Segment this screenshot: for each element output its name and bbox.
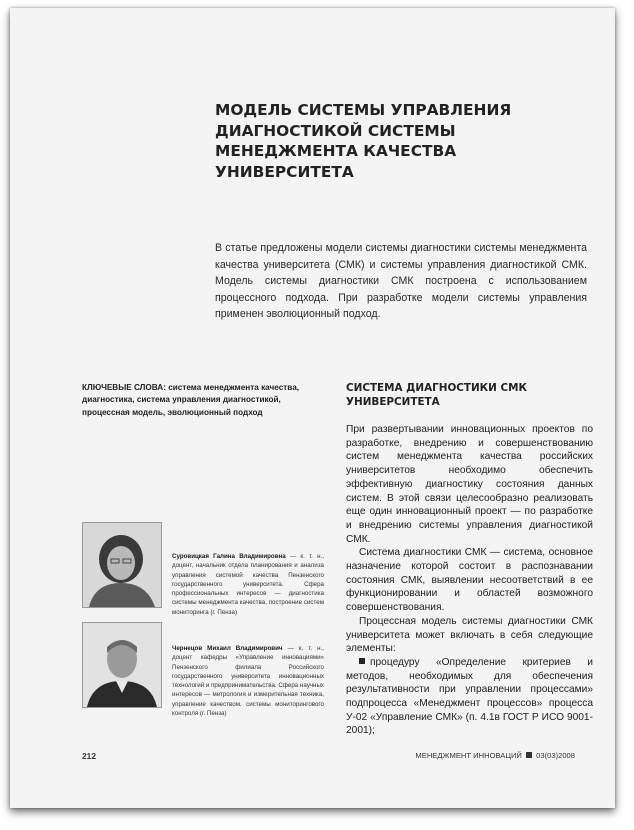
body-paragraph-2: Система диагностики СМК — система, основное назначение которой состоит в распознавании состояния СМК, выявлении несоответствий в ее функционировании и областей возможного совершенствования.	[346, 547, 593, 614]
journal-issue: 03(03)2008	[536, 751, 575, 760]
article-abstract: В статье предложены модели системы диагностики системы менеджмента качества университета (СМК) и системы управления диагностикой СМК. Модель системы диагностики СМК построена с использованием процессного подхода. При разработке модели системы управления применен эволюционный подход.	[215, 242, 587, 321]
author-desc-1: — к. т. н., доцент, начальник отдела планирования и анализа управления системой качества Пензенского государственного университета. Сфера профессиональных интересов — диагностика системы менеджмента качества, построение систем мониторинга (г. Пенза)	[172, 553, 324, 616]
article-title: МОДЕЛЬ СИСТЕМЫ УПРАВЛЕНИЯ ДИАГНОСТИКОЙ СИСТЕМЫ МЕНЕДЖМЕНТА КАЧЕСТВА УНИВЕРСИТЕТА	[215, 101, 512, 181]
author-name-1: Суровицкая Галина Владимировна	[172, 553, 286, 560]
author-photo-1	[82, 522, 162, 608]
author-bio-2	[172, 644, 324, 718]
author-desc-2: — к. т. н., доцент кафедры «Управление инновациями» Пензенского филиала Российского государственного университета инновационных технологий и предпринимательства. Сфера научных интересов — метрология и измерительная техника, управление качеством, системы мониторингового контроля (г. Пенза)	[172, 645, 324, 718]
body-paragraph-1: При развертывании инновационных проектов по разработке, внедрению и совершенствованию систем менеджмента качества российских университетов необходимо обеспечить эффективную диагностику состояния данных систем. В этой связи целесообразно реализовать еще один инновационный проект — по разработке и внедрению системы управления диагностикой СМК.	[346, 424, 593, 545]
journal-page	[10, 8, 615, 808]
square-bullet-icon	[359, 658, 365, 664]
page-number: 212	[82, 751, 96, 761]
section-title: СИСТЕМА ДИАГНОСТИКИ СМК УНИВЕРСИТЕТА	[346, 382, 527, 408]
section-body	[346, 423, 593, 738]
keywords: КЛЮЧЕВЫЕ СЛОВА: система менеджмента качества, диагностика, система управления диагностикой, процессная модель, эволюционный подход	[82, 383, 300, 417]
author-name-2: Чернецов Михаил Владимирович	[172, 645, 283, 652]
author-photo-2	[82, 622, 162, 708]
bullet-text: процедуру «Определение критериев и методов, необходимых для обеспечения результативности при управлении процессами» подпроцесса «Менеджмент процессов» процесса У-02 «Управление СМК» (п. 4.1в ГОСТ Р ИСО 9001-2001);	[346, 656, 593, 737]
body-paragraph-3: Процессная модель системы диагностики СМК университета может включать в себя следующие элементы:	[346, 615, 593, 655]
square-separator-icon	[526, 752, 532, 758]
bullet-item	[346, 656, 593, 738]
journal-footer	[415, 751, 575, 760]
journal-name: МЕНЕДЖМЕНТ ИННОВАЦИЙ	[415, 751, 522, 760]
author-bio-1	[172, 552, 324, 617]
